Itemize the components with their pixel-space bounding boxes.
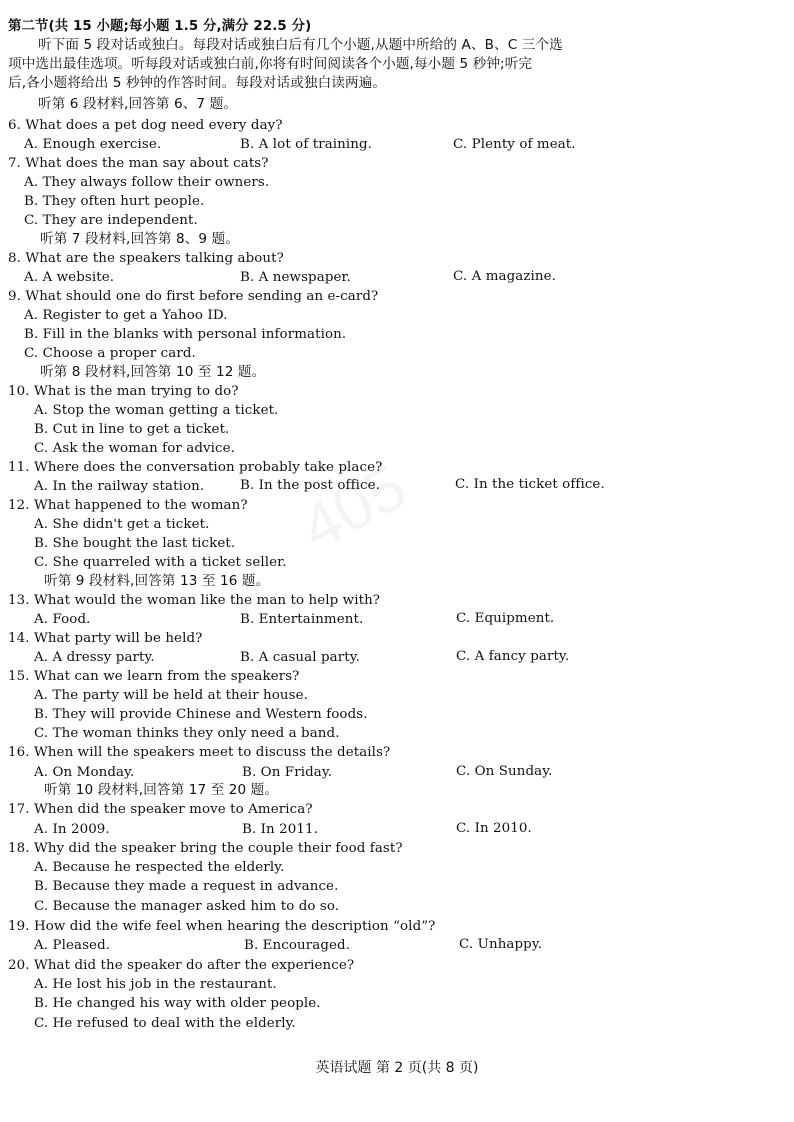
question-19-option-b: B. Encouraged. [244, 938, 351, 953]
instruction-line-3: 后,各小题将给出 5 秒钟的作答时间。每段对话或独白读两遍。 [8, 75, 387, 91]
question-11-stem: 11. Where does the conversation probably take place? [8, 460, 383, 475]
question-13-option-a: A. Food. [34, 612, 91, 627]
listening-cue-7: 听第 7 段材料,回答第 8、9 题。 [40, 231, 239, 247]
question-13-stem: 13. What would the woman like the man to help with? [8, 593, 381, 608]
listening-cue-10: 听第 10 段材料,回答第 17 至 20 题。 [44, 782, 279, 798]
question-15-option-b: B. They will provide Chinese and Western foods. [34, 707, 368, 722]
question-17-stem: 17. When did the speaker move to America? [8, 802, 313, 817]
page-footer: 英语试题 第 2 页(共 8 页) [315, 1060, 479, 1076]
question-17-option-b: B. In 2011. [242, 822, 318, 837]
question-14-option-b: B. A casual party. [240, 650, 360, 665]
question-10-option-b: B. Cut in line to get a ticket. [34, 422, 230, 437]
question-16-option-b: B. On Friday. [242, 765, 333, 780]
question-12-option-b: B. She bought the last ticket. [34, 536, 236, 551]
question-13-option-b: B. Entertainment. [240, 612, 364, 627]
question-14-stem: 14. What party will be held? [8, 631, 203, 646]
question-13-option-c: C. Equipment. [456, 611, 555, 626]
question-14-option-a: A. A dressy party. [34, 650, 155, 665]
question-6-stem: 6. What does a pet dog need every day? [8, 118, 283, 133]
question-7-stem: 7. What does the man say about cats? [8, 156, 269, 171]
listening-cue-8: 听第 8 段材料,回答第 10 至 12 题。 [40, 364, 266, 380]
question-19-option-c: C. Unhappy. [459, 937, 543, 952]
instruction-line-1: 听下面 5 段对话或独白。每段对话或独白后有几个小题,从题中所给的 A、B、C 三个选 [38, 37, 563, 53]
question-17-option-c: C. In 2010. [456, 821, 532, 836]
question-19-stem: 19. How did the wife feel when hearing the description “old”? [8, 919, 436, 934]
question-6-option-b: B. A lot of training. [240, 137, 373, 152]
listening-cue-6: 听第 6 段材料,回答第 6、7 题。 [38, 96, 237, 112]
question-20-stem: 20. What did the speaker do after the experience? [8, 958, 355, 973]
question-18-option-b: B. Because they made a request in advance. [34, 879, 339, 894]
question-8-option-c: C. A magazine. [453, 269, 556, 284]
question-9-option-c: C. Choose a proper card. [24, 346, 196, 361]
question-8-stem: 8. What are the speakers talking about? [8, 251, 284, 266]
question-14-option-c: C. A fancy party. [456, 649, 570, 664]
question-8-option-a: A. A website. [24, 270, 115, 285]
question-7-option-b: B. They often hurt people. [24, 194, 205, 209]
question-16-option-a: A. On Monday. [34, 765, 135, 780]
listening-cue-9: 听第 9 段材料,回答第 13 至 16 题。 [44, 573, 270, 589]
question-9-option-a: A. Register to get a Yahoo ID. [24, 308, 228, 323]
instruction-line-2: 项中选出最佳选项。听每段对话或独白前,你将有时间阅读各个小题,每小题 5 秒钟;听完 [8, 56, 533, 72]
question-19-option-a: A. Pleased. [34, 938, 111, 953]
question-15-option-a: A. The party will be held at their house. [34, 688, 309, 703]
question-18-stem: 18. Why did the speaker bring the couple their food fast? [8, 841, 403, 856]
question-17-option-a: A. In 2009. [34, 822, 110, 837]
question-20-option-a: A. He lost his job in the restaurant. [34, 977, 277, 992]
question-12-option-c: C. She quarreled with a ticket seller. [34, 555, 287, 570]
question-6-option-a: A. Enough exercise. [24, 137, 162, 152]
question-12-stem: 12. What happened to the woman? [8, 498, 248, 513]
question-20-option-c: C. He refused to deal with the elderly. [34, 1016, 296, 1031]
question-10-stem: 10. What is the man trying to do? [8, 384, 239, 399]
section-header: 第二节(共 15 小题;每小题 1.5 分,满分 22.5 分) [8, 19, 312, 34]
question-9-option-b: B. Fill in the blanks with personal information. [24, 327, 347, 342]
question-11-option-b: B. In the post office. [240, 478, 380, 493]
question-11-option-c: C. In the ticket office. [455, 477, 605, 492]
question-15-option-c: C. The woman thinks they only need a band. [34, 726, 340, 741]
question-8-option-b: B. A newspaper. [240, 270, 351, 285]
question-16-option-c: C. On Sunday. [456, 764, 553, 779]
question-10-option-a: A. Stop the woman getting a ticket. [34, 403, 279, 418]
question-12-option-a: A. She didn't get a ticket. [34, 517, 210, 532]
question-7-option-a: A. They always follow their owners. [24, 175, 270, 190]
question-9-stem: 9. What should one do first before sending an e-card? [8, 289, 379, 304]
question-18-option-a: A. Because he respected the elderly. [34, 860, 285, 875]
question-20-option-b: B. He changed his way with older people. [34, 996, 321, 1011]
question-11-option-a: A. In the railway station. [34, 479, 205, 494]
question-15-stem: 15. What can we learn from the speakers? [8, 669, 300, 684]
question-6-option-c: C. Plenty of meat. [453, 137, 576, 152]
question-18-option-c: C. Because the manager asked him to do so. [34, 899, 340, 914]
question-10-option-c: C. Ask the woman for advice. [34, 441, 236, 456]
question-7-option-c: C. They are independent. [24, 213, 198, 228]
question-16-stem: 16. When will the speakers meet to discuss the details? [8, 745, 391, 760]
